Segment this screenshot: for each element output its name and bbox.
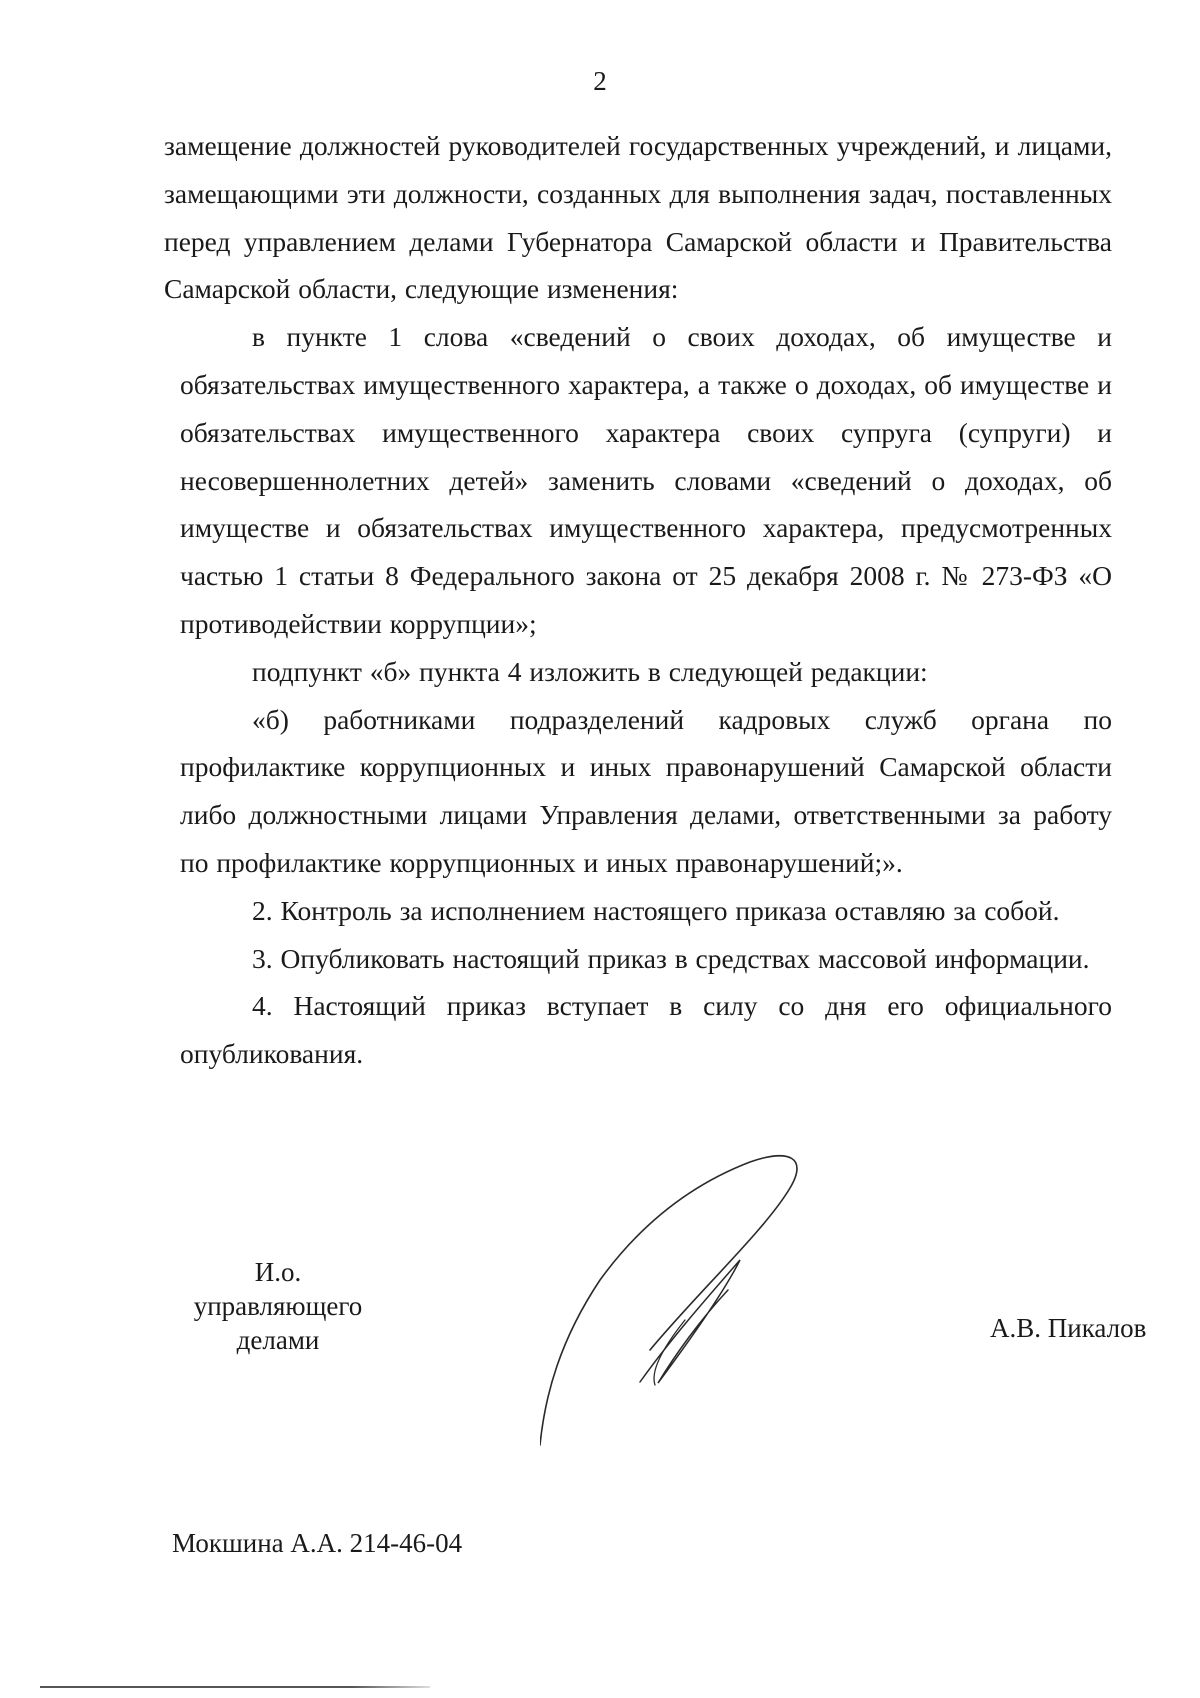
document-body <box>164 122 1112 1078</box>
paragraph-subitem-b-text: «б) работниками подразделений кадровых служб органа по профилактике коррупционных и иных правонарушений Самарской области либо должностными лицами Управления делами, ответственными за работу по профилактике коррупционных и иных правонарушений;». <box>180 703 1112 878</box>
paragraph-effective: 4. Настоящий приказ вступает в силу со дня его официального опубликования. <box>180 990 1112 1070</box>
executor-contact: Мокшина А.А. 214-46-04 <box>172 1528 463 1558</box>
paragraph-subitem-b-intro: подпункт «б» пункта 4 изложить в следующей редакции: <box>252 655 928 687</box>
paragraph-intro: замещение должностей руководителей государственных учреждений, и лицами, замещающими эти должности, созданных для выполнения задач, поставленных перед управлением делами Губернатора Самарской области и Правительства Самарской области, следующие изменения: <box>164 130 1112 305</box>
signatory-position-line: И.о. <box>254 1257 302 1287</box>
signatory-position-line: делами <box>236 1325 320 1355</box>
page-number: 2 <box>593 66 607 96</box>
paragraph-publish: 3. Опубликовать настоящий приказ в средствах массовой информации. <box>252 942 1090 974</box>
paragraph-control: 2. Контроль за исполнением настоящего приказа оставляю за собой. <box>252 894 1060 926</box>
signatory-name: А.В. Пикалов <box>990 1313 1147 1343</box>
signatory-position <box>178 1255 378 1357</box>
signatory-position-line: управляющего <box>193 1291 363 1321</box>
handwritten-signature <box>540 1140 870 1450</box>
paragraph-item-1-amendment: в пункте 1 слова «сведений о своих доходах, об имуществе и обязательствах имущественного характера, а также о доходах, об имуществе и обязательствах имущественного характера своих супруга (супруги) и несовершеннолетних детей» заменить словами «сведений о доходах, об имуществе и обязательствах имущественного характера, предусмотренных частью 1 статьи 8 Федерального закона от 25 декабря 2008 г. № 273-ФЗ «О противодействии коррупции»; <box>180 321 1112 639</box>
bottom-rule <box>40 1686 430 1688</box>
